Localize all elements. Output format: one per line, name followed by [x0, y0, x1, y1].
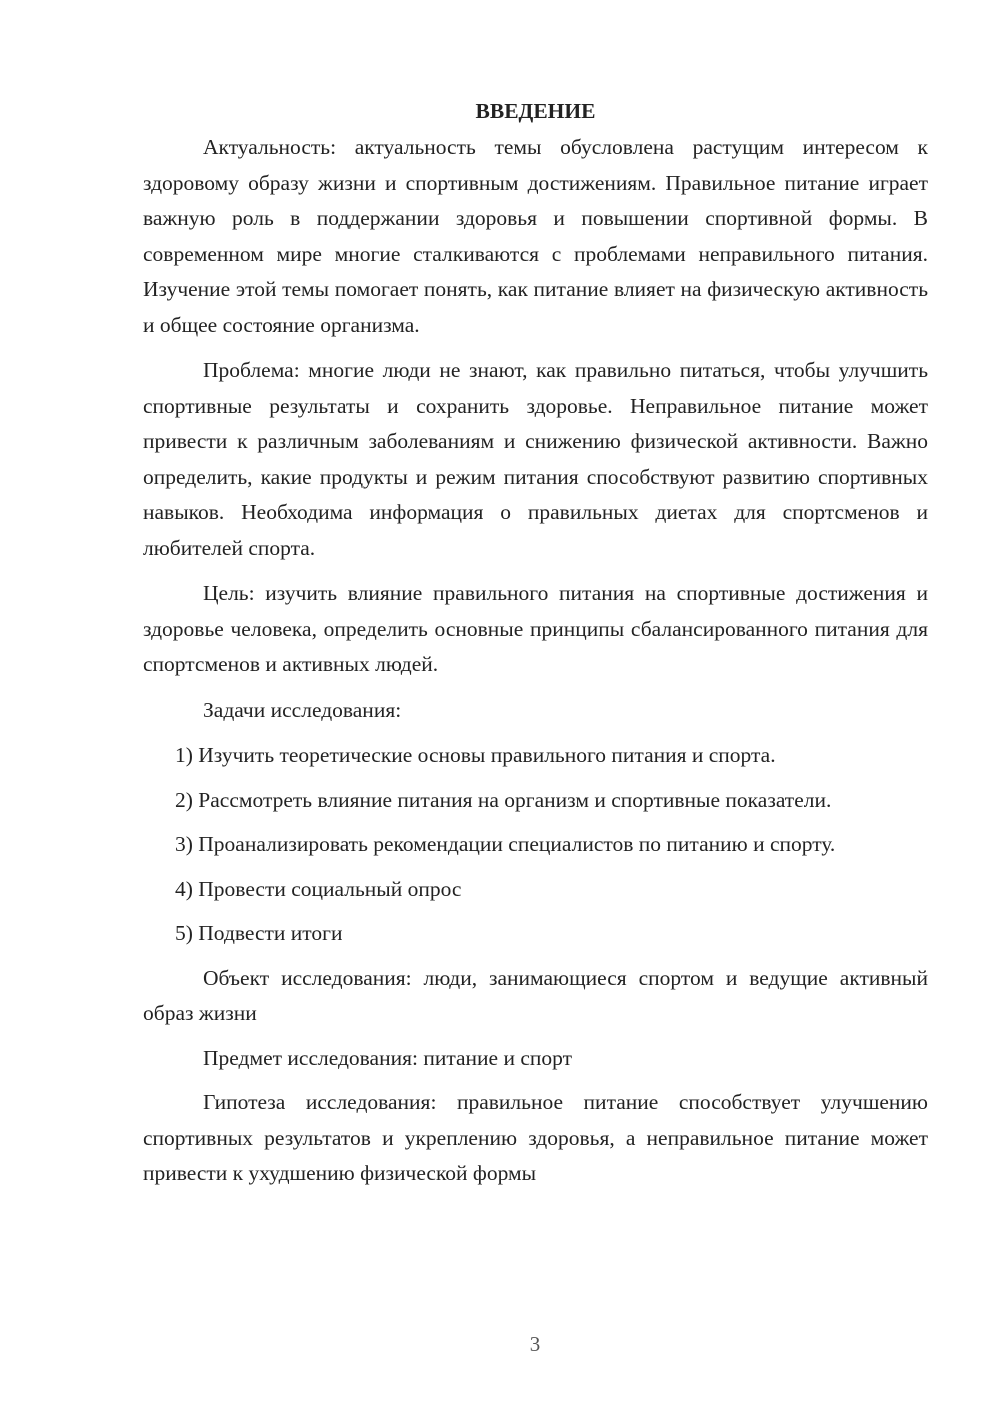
tasks-heading: Задачи исследования: — [203, 697, 402, 722]
task-item-4: 4) Провести социальный опрос — [175, 876, 462, 901]
section-title: ВВЕДЕНИЕ — [475, 99, 596, 123]
task-item-3: 3) Проанализировать рекомендации специалистов по питанию и спорту. — [175, 832, 836, 856]
task-item-5: 5) Подвести итоги — [175, 921, 343, 945]
paragraph-subject: Предмет исследования: питание и спорт — [203, 1045, 573, 1070]
paragraph-object: Объект исследования: люди, занимающиеся спортом и ведущие активный образ жизни — [143, 965, 928, 1025]
task-item-1: 1) Изучить теоретические основы правильного питания и спорта. — [175, 743, 776, 767]
paragraph-problem: Проблема: многие люди не знают, как правильно питаться, чтобы улучшить спортивные результаты и сохранить здоровье. Неправильное питание может привести к различным заболеваниям и снижению физической активности. Важно определить, какие продукты и режим питания способствуют развитию спортивных навыков. Необходима информация о правильных диетах для спортсменов и любителей спорта. — [143, 358, 928, 560]
task-item-2: 2) Рассмотреть влияние питания на организм и спортивные показатели. — [175, 787, 832, 812]
paragraph-relevance: Актуальность: актуальность темы обусловлена растущим интересом к здоровому образу жизни и спортивным достижениям. Правильное питание играет важную роль в поддержании здоровья и повышении спортивной формы. В современном мире многие сталкиваются с проблемами неправильного питания. Изучение этой темы помогает понять, как питание влияет на физическую активность и общее состояние организма. — [143, 135, 928, 337]
page-number: 3 — [529, 1332, 541, 1356]
paragraph-hypothesis: Гипотеза исследования: правильное питание способствует улучшению спортивных результатов и укреплению здоровья, а неправильное питание может привести к ухудшению физической формы — [143, 1090, 928, 1185]
document-page — [143, 92, 928, 1201]
paragraph-goal: Цель: изучить влияние правильного питания на спортивные достижения и здоровье человека, определить основные принципы сбалансированного питания для спортсменов и активных людей. — [143, 581, 928, 676]
